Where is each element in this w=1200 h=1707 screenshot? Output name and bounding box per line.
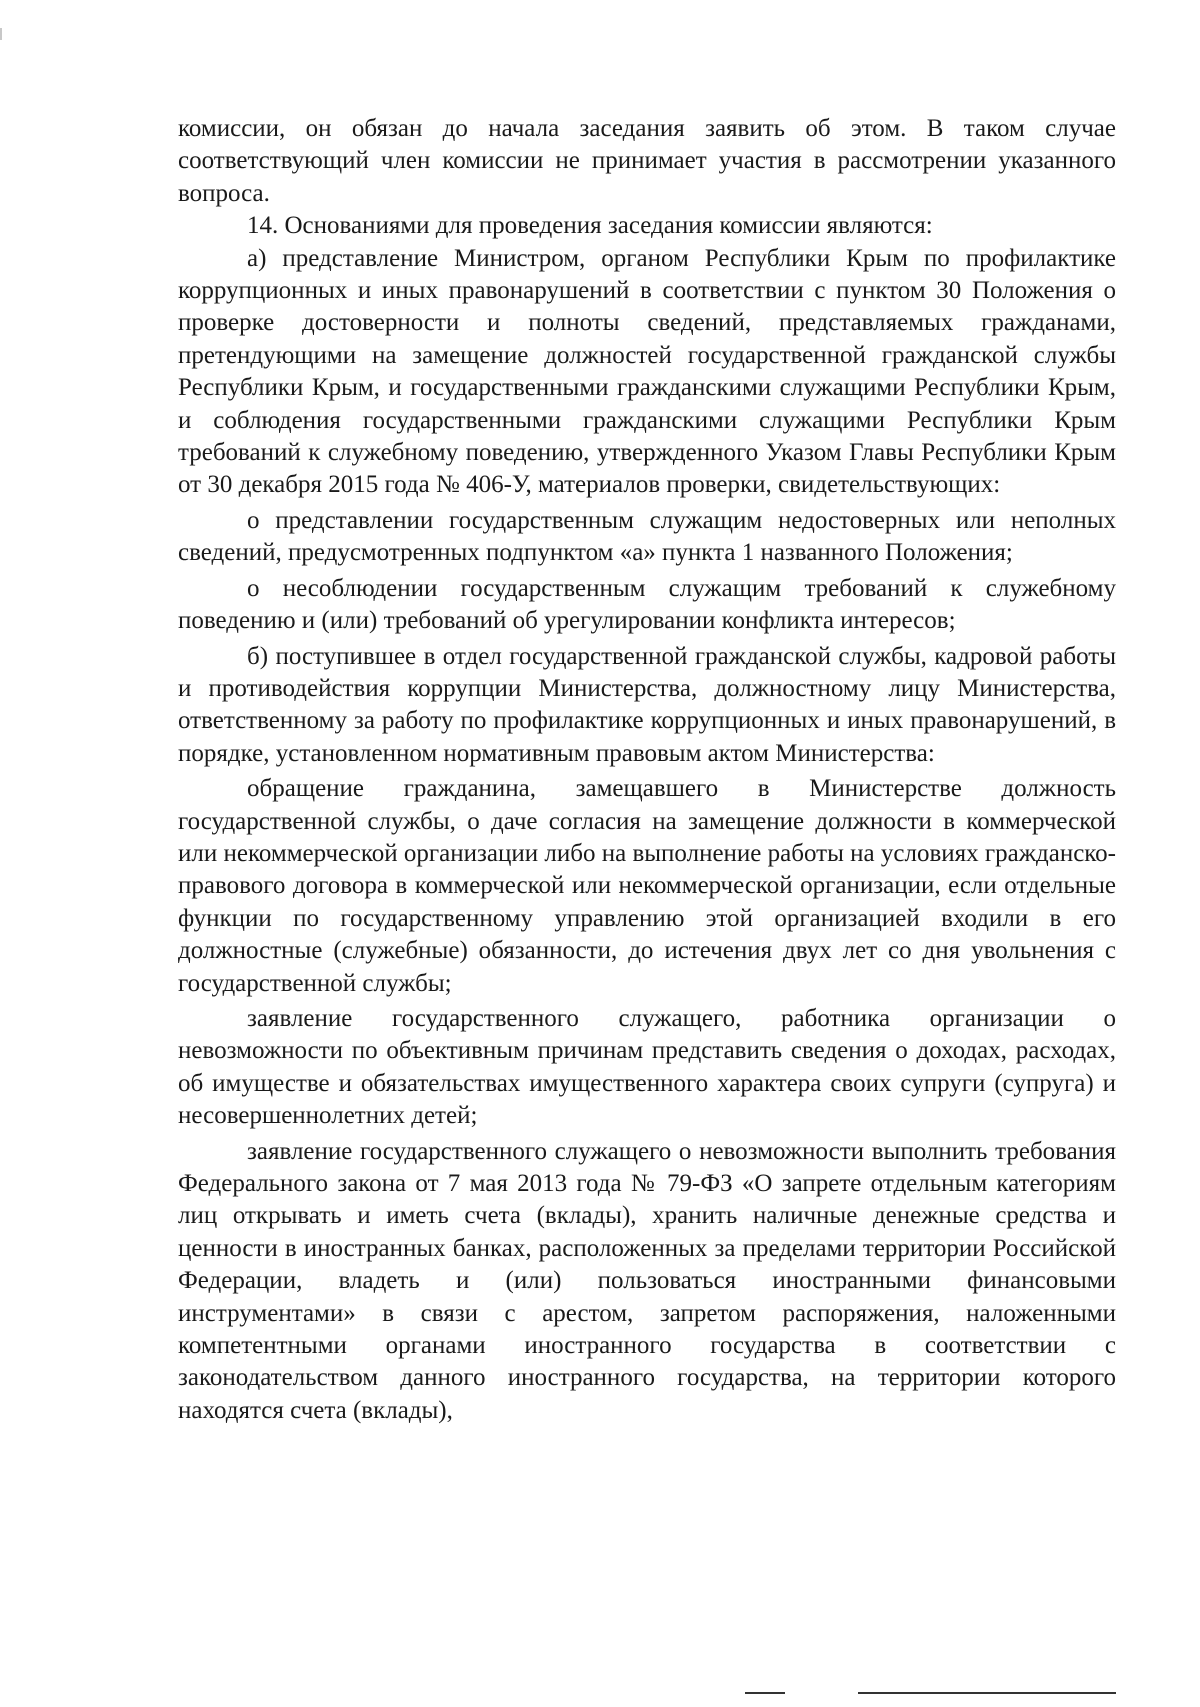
paragraph-false-info: о представлении государственным служащим недостоверных или неполных сведений, предусмотренных подпунктом «а» пункта 1 названного Положения; xyxy=(178,506,1116,567)
paragraph-item-14: 14. Основаниями для проведения заседания комиссии являются: xyxy=(247,212,933,240)
paragraph-foreign-accounts: заявление государственного служащего о невозможности выполнить требования Федерального закона от 7 мая 2013 года № 79-ФЗ «О запрете отдельным категориям лиц открывать и иметь счета (вклады), хранить наличные денежные средства и ценности в иностранных банках, расположенных за пределами территории Российской Федерации, владеть и (или) пользоваться иностранными финансовыми инструментами» в связи с арестом, запретом распоряжения, наложенными компетентными органами иностранного государства в соответствии с законодательством данного иностранного государства, на территории которого находятся счета (вклады), xyxy=(178,1137,1116,1424)
scan-edge-mark xyxy=(0,28,2,40)
document-page xyxy=(178,113,1116,1427)
footer-line-long xyxy=(858,1692,1116,1694)
paragraph-subitem-a: а) представление Министром, органом Республики Крым по профилактике коррупционных и иных правонарушений в соответствии с пунктом 30 Положения о проверке достоверности и полноты сведений, представляемых гражданами, претендующими на замещение должностей государственной гражданской службы Республики Крым, и государственными гражданскими служащими Республики Крым, и соблюдения государственными гражданскими служащими Республики Крым требований к служебному поведению, утвержденного Указом Главы Республики Крым от 30 декабря 2015 года № 406-У, материалов проверки, свидетельствующих: xyxy=(178,244,1116,499)
paragraph-income-statement: заявление государственного служащего, работника организации о невозможности по объективным причинам представить сведения о доходах, расходах, об имуществе и обязательствах имущественного характера своих супруги (супруга) и несовершеннолетних детей; xyxy=(178,1004,1116,1130)
footer-line-short xyxy=(745,1692,785,1694)
paragraph-subitem-b: б) поступившее в отдел государственной гражданской службы, кадровой работы и противодействия коррупции Министерства, должностному лицу Министерства, ответственному за работу по профилактике коррупционных и иных правонарушений, в порядке, установленном нормативным правовым актом Министерства: xyxy=(178,642,1116,767)
paragraph-citizen-appeal: обращение гражданина, замещавшего в Министерстве должность государственной службы, о даче согласия на замещение должности в коммерческой или некоммерческой организации либо на выполнение работы на условиях гражданско-правового договора в коммерческой или некоммерческой организации, если отдельные функции по государственному управлению этой организацией входили в его должностные (служебные) обязанности, до истечения двух лет со дня увольнения с государственной службы; xyxy=(178,775,1116,997)
paragraph-continuation: комиссии, он обязан до начала заседания заявить об этом. В таком случае соответствующий член комиссии не принимает участия в рассмотрении указанного вопроса. xyxy=(178,115,1116,207)
paragraph-noncompliance: о несоблюдении государственным служащим требований к служебному поведению и (или) требований об урегулировании конфликта интересов; xyxy=(178,574,1116,635)
